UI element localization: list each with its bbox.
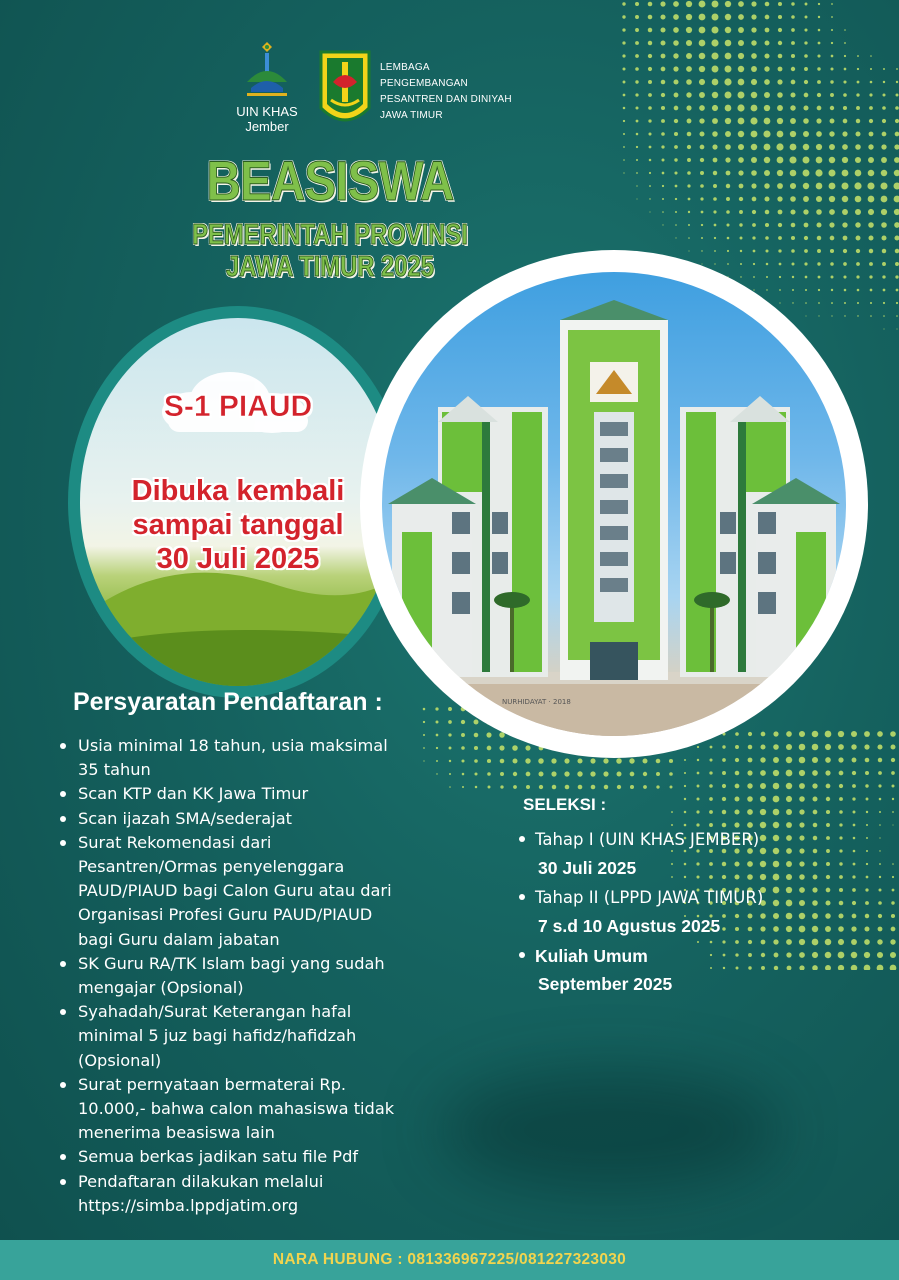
requirement-item-line: Semua berkas jadikan satu file Pdf (78, 1147, 359, 1167)
selection-stage-date: September 2025 (538, 974, 673, 994)
requirement-item-line: (Opsional) (78, 1050, 162, 1070)
requirement-item (78, 952, 478, 1000)
requirement-item-line: bagi Guru dalam jabatan (78, 929, 280, 949)
requirement-item-line: mengajar (Opsional) (78, 978, 244, 998)
requirement-item (78, 1000, 478, 1073)
requirement-item-line: Surat Rekomendasi dari (78, 832, 272, 852)
selection-stage (535, 944, 835, 996)
building-illustration (382, 272, 846, 736)
jawa-timur-emblem-icon (317, 48, 373, 132)
requirement-item (78, 782, 478, 806)
selection-stage-date: 7 s.d 10 Agustus 2025 (538, 916, 721, 936)
requirement-item-line: Syahadah/Surat Keterangan hafal (78, 1002, 352, 1022)
requirement-item (78, 1073, 478, 1146)
requirement-item-line: 35 tahun (78, 760, 151, 780)
photo-caption: NURHIDAYAT · 2018 (502, 698, 571, 706)
uin-logo-city: Jember (245, 119, 289, 134)
selection-list (515, 828, 835, 1002)
lembaga-line: LEMBAGA (380, 62, 430, 73)
uin-logo-name: UIN KHAS (236, 104, 298, 119)
building-photo (382, 272, 846, 736)
title-beasiswa: BEASISWA (206, 149, 454, 212)
requirement-item (78, 831, 478, 952)
requirement-item-line: Surat pernyataan bermaterai Rp. (78, 1074, 347, 1094)
requirements-heading: Persyaratan Pendaftaran : (73, 688, 383, 716)
uin-emblem-icon (241, 40, 293, 98)
selection-stage (535, 886, 835, 938)
requirement-item-line: menerima beasiswa lain (78, 1123, 275, 1143)
contact-text: NARA HUBUNG : 081336967225/081227323030 (272, 1251, 627, 1268)
requirement-item (78, 1145, 478, 1169)
requirement-item-line: https://simba.lppdjatim.org (78, 1195, 299, 1215)
requirement-item-line: Organisasi Profesi Guru PAUD/PIAUD (78, 905, 373, 925)
contact-bar (0, 1240, 899, 1280)
decorative-shadow (440, 1070, 780, 1190)
requirement-item-line: Scan KTP dan KK Jawa Timur (78, 784, 309, 804)
requirement-item-line: Scan ijazah SMA/sederajat (78, 808, 292, 828)
reopen-notice-date: 30 Juli 2025 (156, 543, 320, 575)
reopen-notice-line: Dibuka kembali (131, 475, 345, 507)
lembaga-line: PENGEMBANGAN (380, 78, 468, 89)
requirement-item-line: PAUD/PIAUD bagi Calon Guru atau dari (78, 881, 392, 901)
lembaga-line: PESANTREN DAN DINIYAH (380, 94, 512, 105)
reopen-notice-line: sampai tanggal (132, 509, 344, 541)
selection-stage-date: 30 Juli 2025 (538, 858, 637, 878)
requirement-item (78, 734, 478, 782)
title-line-2: PEMERINTAH PROVINSI (192, 219, 468, 251)
requirement-item-line: 10.000,- bahwa calon mahasiswa tidak (78, 1099, 395, 1119)
requirement-item (78, 807, 478, 831)
uin-khas-logo (232, 40, 302, 140)
requirement-item-line: SK Guru RA/TK Islam bagi yang sudah (78, 953, 385, 973)
lembaga-line: JAWA TIMUR (380, 110, 443, 121)
requirement-item-line: Pesantren/Ormas penyelenggara (78, 857, 345, 877)
requirement-item-line: minimal 5 juz bagi hafidz/hafidzah (78, 1026, 357, 1046)
selection-stage-label: Tahap II (LPPD JAWA TIMUR) (535, 888, 764, 907)
reopen-notice (80, 474, 396, 576)
requirement-item (78, 1170, 478, 1218)
requirement-item-line: Usia minimal 18 tahun, usia maksimal (78, 736, 388, 755)
requirements-list (56, 734, 478, 1218)
selection-stage (535, 828, 835, 880)
title-line-3: JAWA TIMUR 2025 (226, 251, 434, 283)
program-name: S-1 PIAUD (163, 390, 313, 423)
selection-heading: SELEKSI : (523, 795, 607, 814)
selection-stage-label: Tahap I (UIN KHAS JEMBER) (535, 830, 760, 849)
selection-stage-label: Kuliah Umum (535, 946, 648, 966)
requirement-item-line: Pendaftaran dilakukan melalui (78, 1171, 324, 1191)
lembaga-text (380, 60, 512, 124)
